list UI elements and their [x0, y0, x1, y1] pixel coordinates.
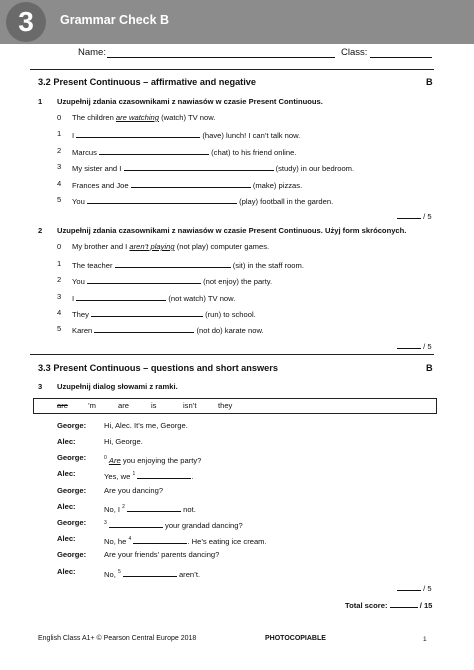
exercise-number: 1 [38, 97, 43, 106]
sentence: My sister and I (study) in our bedroom. [72, 164, 355, 173]
dialog-line: Hi, George. [104, 437, 143, 446]
blank-field[interactable] [87, 275, 201, 284]
speaker: Alec: [57, 534, 76, 543]
dialog-line: No, I $^2$ not. [104, 504, 196, 514]
score: / 5 [397, 582, 432, 594]
speaker: Alec: [57, 469, 76, 478]
dialog-line: No, $^5$ aren’t. [104, 569, 201, 579]
blank-field[interactable] [127, 503, 181, 512]
exercise-instruction: Uzupełnij dialog słowami z ramki. [57, 382, 178, 391]
word-box-item: are [57, 401, 68, 410]
word-box-item: they [218, 401, 233, 410]
score: / 5 [397, 340, 432, 352]
item-number: 2 [57, 146, 62, 155]
section-level: B [426, 77, 433, 87]
blank-field[interactable] [109, 519, 163, 528]
dialog-line: Hi, Alec. It’s me, George. [104, 421, 188, 430]
speaker: Alec: [57, 437, 76, 446]
item-number: 2 [57, 275, 62, 284]
item-number: 5 [57, 324, 62, 333]
sentence: Marcus (chat) to his friend online. [72, 148, 297, 157]
blank-field[interactable] [131, 179, 251, 188]
sentence: You (play) football in the garden. [72, 197, 334, 206]
blank-field[interactable] [94, 324, 194, 333]
example-answer: Are [108, 456, 121, 465]
sentence: I (have) lunch! I can’t talk now. [72, 131, 301, 140]
blank-field[interactable] [99, 146, 209, 155]
item-number: 3 [57, 292, 62, 301]
blank-field[interactable] [76, 292, 166, 301]
speaker: George: [57, 550, 87, 559]
sentence: Frances and Joe (make) pizzas. [72, 181, 303, 190]
item-number: 3 [57, 162, 62, 171]
blank-field[interactable] [133, 535, 187, 544]
sentence: They (run) to school. [72, 310, 256, 319]
dialog-line: $^3$ your grandad dancing? [104, 520, 243, 530]
example-answer: aren’t playing [129, 242, 175, 251]
sentence: I (not watch) TV now. [72, 294, 236, 303]
dialog-line: Are you dancing? [104, 486, 164, 495]
example-sentence: My brother and I aren’t playing (not play) computer games. [72, 242, 270, 251]
sentence: Karen (not do) karate now. [72, 326, 264, 335]
item-number: 1 [57, 129, 62, 138]
item-number: 0 [57, 113, 62, 122]
blank-field[interactable] [137, 470, 191, 479]
speaker: George: [57, 486, 87, 495]
page-number: 1 [423, 636, 427, 643]
class-field[interactable] [370, 57, 432, 58]
blank-field[interactable] [76, 129, 200, 138]
total-score-field[interactable] [390, 599, 418, 608]
blank-field[interactable] [123, 568, 177, 577]
class-label: Class: [341, 47, 368, 58]
word-box-item: are [118, 401, 129, 410]
speaker: Alec: [57, 502, 76, 511]
word-box-item: is [151, 401, 157, 410]
exercise-instruction: Uzupełnij zdania czasownikami z nawiasów w czasie Present Continuous. Użyj form skróconych. [57, 226, 407, 235]
item-number: 1 [57, 259, 62, 268]
item-number: 4 [57, 308, 62, 317]
speaker: George: [57, 518, 87, 527]
footer-photocopiable: PHOTOCOPIABLE [265, 635, 326, 642]
score-field[interactable] [397, 340, 421, 349]
score: / 5 [397, 210, 432, 222]
section-title-3-3: 3.3 Present Continuous – questions and short answers [38, 363, 278, 373]
score-field[interactable] [397, 582, 421, 591]
dialog-line: $^0$ Are you enjoying the party? [104, 455, 202, 465]
speaker: George: [57, 421, 87, 430]
divider [30, 69, 434, 70]
speaker: George: [57, 453, 87, 462]
page-title: Grammar Check B [60, 13, 170, 27]
unit-badge: 3 [6, 2, 46, 42]
exercise-instruction: Uzupełnij zdania czasownikami z nawiasów w czasie Present Continuous. [57, 97, 323, 106]
score-field[interactable] [397, 210, 421, 219]
total-score: Total score: / 15 [345, 601, 433, 610]
item-number: 0 [57, 242, 62, 251]
blank-field[interactable] [115, 259, 231, 268]
name-field[interactable] [107, 57, 335, 58]
item-number: 5 [57, 195, 62, 204]
example-answer: are watching [115, 113, 159, 122]
dialog-line: Are your friends’ parents dancing? [104, 550, 220, 559]
word-box-item: ’m [88, 401, 97, 410]
blank-field[interactable] [124, 162, 274, 171]
item-number: 4 [57, 179, 62, 188]
exercise-number: 3 [38, 382, 43, 391]
dialog-line: Yes, we $^1$ . [104, 471, 194, 481]
section-level: B [426, 363, 433, 373]
blank-field[interactable] [87, 195, 237, 204]
dialog-line: No, he $^4$ . He’s eating ice cream. [104, 536, 267, 546]
name-label: Name: [78, 47, 106, 58]
blank-field[interactable] [91, 308, 203, 317]
sentence: You (not enjoy) the party. [72, 277, 273, 286]
section-title-3-2: 3.2 Present Continuous – affirmative and negative [38, 77, 257, 87]
speaker: Alec: [57, 567, 76, 576]
footer-copyright: English Class A1+ © Pearson Central Europe 2018 [38, 635, 197, 642]
word-box-item: isn’t [183, 401, 197, 410]
exercise-number: 2 [38, 226, 43, 235]
sentence: The teacher (sit) in the staff room. [72, 261, 304, 270]
example-sentence: The children are watching (watch) TV now. [72, 113, 216, 122]
divider [30, 354, 434, 355]
